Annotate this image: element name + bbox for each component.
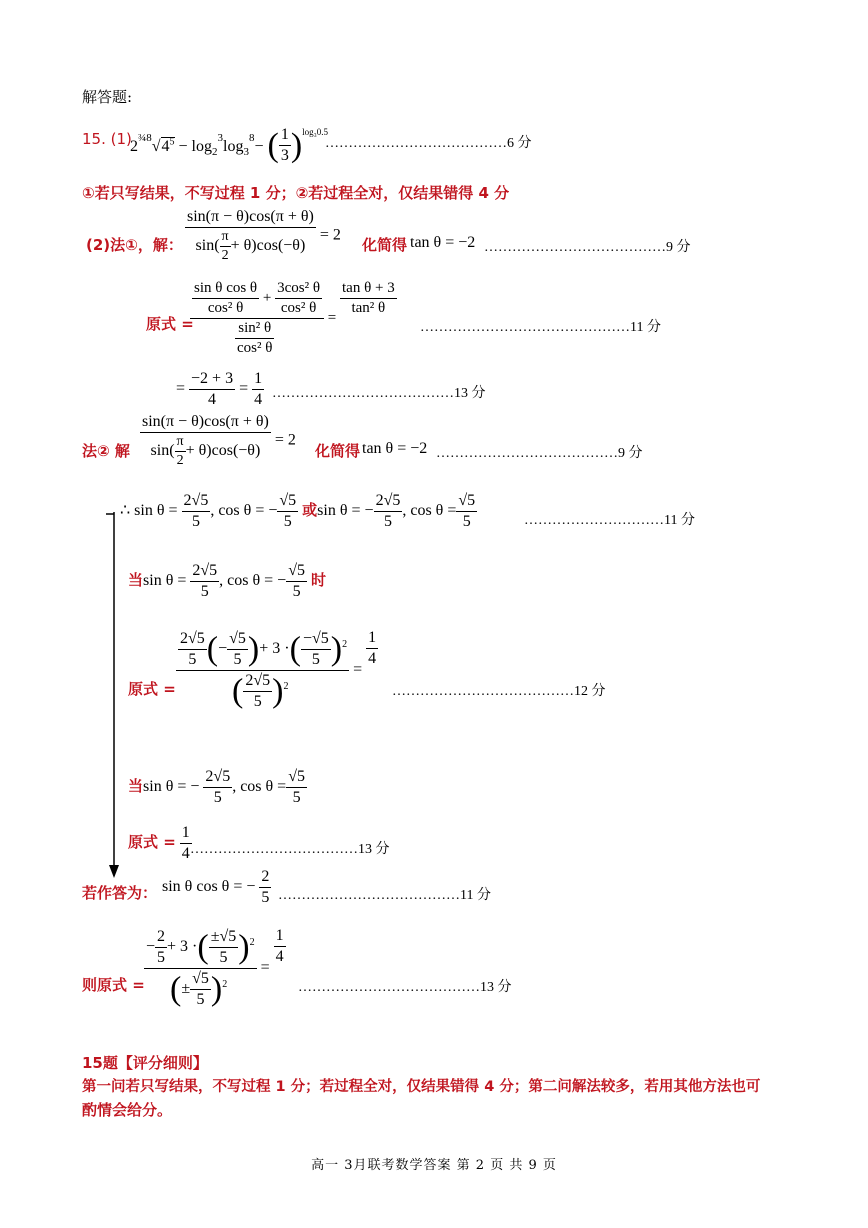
then-expression: − $\frac{2}{5}$ + 3 ·( $\frac{\pm√5}{5}$ )$^2$ (± $\frac{√5}{5}$ )$^2$ = $\frac{1}{4}$ bbox=[146, 927, 284, 1008]
then-yuanshi-label: 则原式 = bbox=[82, 976, 145, 994]
given-equation-2: sin(π − θ)cos(π + θ) sin( $\frac{\pi}{2}$ + θ)cos(−θ) = 2 bbox=[142, 413, 296, 468]
rules-line-1: 第一问若只写结果，不写过程 1 分；若过程全对，仅结果错得 4 分；第二问解法较多，若用其他方法也可 bbox=[82, 1079, 761, 1095]
scoring-note-1: ①若只写结果，不写过程 1 分；②若过程全对，仅结果错得 4 分 bbox=[82, 184, 510, 202]
tan-result: tan θ = −2 bbox=[410, 234, 476, 251]
q15-part1-expression: $2\frac{3}{4}8√4^5 - \log_23\log_38-$ ( $\frac{1}{3}$ )$^{log_30.5}$ bbox=[130, 126, 329, 164]
case1-condition: 当sin θ = $\frac{2√5}{5}$ , cos θ = − $\frac{√5}{5}$ 时 bbox=[128, 562, 326, 600]
case2-condition: 当sin θ = − $\frac{2√5}{5}$ , cos θ = $\frac{√5}{5}$ bbox=[128, 768, 305, 806]
dots-score-6: …………………………………6 分 bbox=[325, 136, 532, 151]
q15-part2-method1-label: (2)法①，解： bbox=[86, 236, 183, 254]
rules-line-2: 酌情会给分。 bbox=[82, 1101, 173, 1119]
dots-score-13c: …………………………………13 分 bbox=[298, 980, 512, 995]
dots-score-9b: …………………………………9 分 bbox=[436, 446, 643, 461]
expression-evaluated: = $\frac{-2 + 3}{4}$ = $\frac{1}{4}$ bbox=[176, 370, 263, 408]
page-footer: 高一 3月联考数学答案 第 2 页 共 9 页 bbox=[311, 1158, 557, 1173]
simplify-label-2: 化简得 bbox=[315, 442, 361, 460]
dots-score-13a: …………………………………13 分 bbox=[272, 386, 486, 401]
rules-title: 15题【评分细则】 bbox=[82, 1054, 208, 1072]
alt-answer-label: 若作答为： bbox=[82, 884, 158, 902]
dots-score-11b: …………………………11 分 bbox=[524, 513, 695, 528]
case2-result: 原式 = $\frac{1}{4}$ bbox=[128, 824, 190, 862]
dots-score-13b: ………………………………13 分 bbox=[190, 842, 390, 857]
alt-answer-expression: sin θ cos θ = − $\frac{2}{5}$ bbox=[162, 868, 270, 906]
simplify-label: 化简得 bbox=[362, 236, 408, 254]
section-heading: 解答题: bbox=[82, 88, 133, 106]
tan-result-2: tan θ = −2 bbox=[362, 440, 428, 457]
q15-part1-label: 15. (1) bbox=[82, 130, 132, 148]
yuanshi-label: 原式 = bbox=[146, 315, 194, 333]
given-equation: sin(π − θ)cos(π + θ) sin( $\frac{\pi}{2}$ + θ)cos(−θ) = 2 bbox=[187, 208, 341, 263]
sin-cos-solutions: ∴ sin θ = $\frac{2√5}{5}$ , cos θ = − $\frac{√5}{5}$ 或sin θ = − $\frac{2√5}{5}$ , cos θ = $\frac{√5}{5}$ bbox=[120, 492, 476, 530]
dots-score-9: …………………………………9 分 bbox=[484, 240, 691, 255]
method2-label: 法② 解 bbox=[82, 442, 130, 460]
expression-compound-fraction: $\frac{\text{sin θ cos θ}}{\text{cos² θ}}$ + $\frac{\text{3cos² θ}}{\text{cos² θ}}$ $\frac{\text{sin² θ}}{\text{cos² θ}}$ = $\frac{\text{tan θ + 3}}{\text{tan² θ}}$ bbox=[190, 280, 397, 357]
flow-arrow-icon bbox=[104, 510, 124, 880]
dots-score-11: ………………………………………11 分 bbox=[420, 320, 661, 335]
yuanshi-label-case1: 原式 = bbox=[128, 680, 176, 698]
dots-score-12: …………………………………12 分 bbox=[392, 684, 606, 699]
dots-score-11c: …………………………………11 分 bbox=[278, 888, 491, 903]
case1-expression: $\frac{2√5}{5}$ (− $\frac{√5}{5}$ )+ 3 ·( $\frac{-√5}{5}$ )$^2$ ( $\frac{2√5}{5}$ )$^2$ = $\frac{1}{4}$ bbox=[176, 630, 378, 711]
